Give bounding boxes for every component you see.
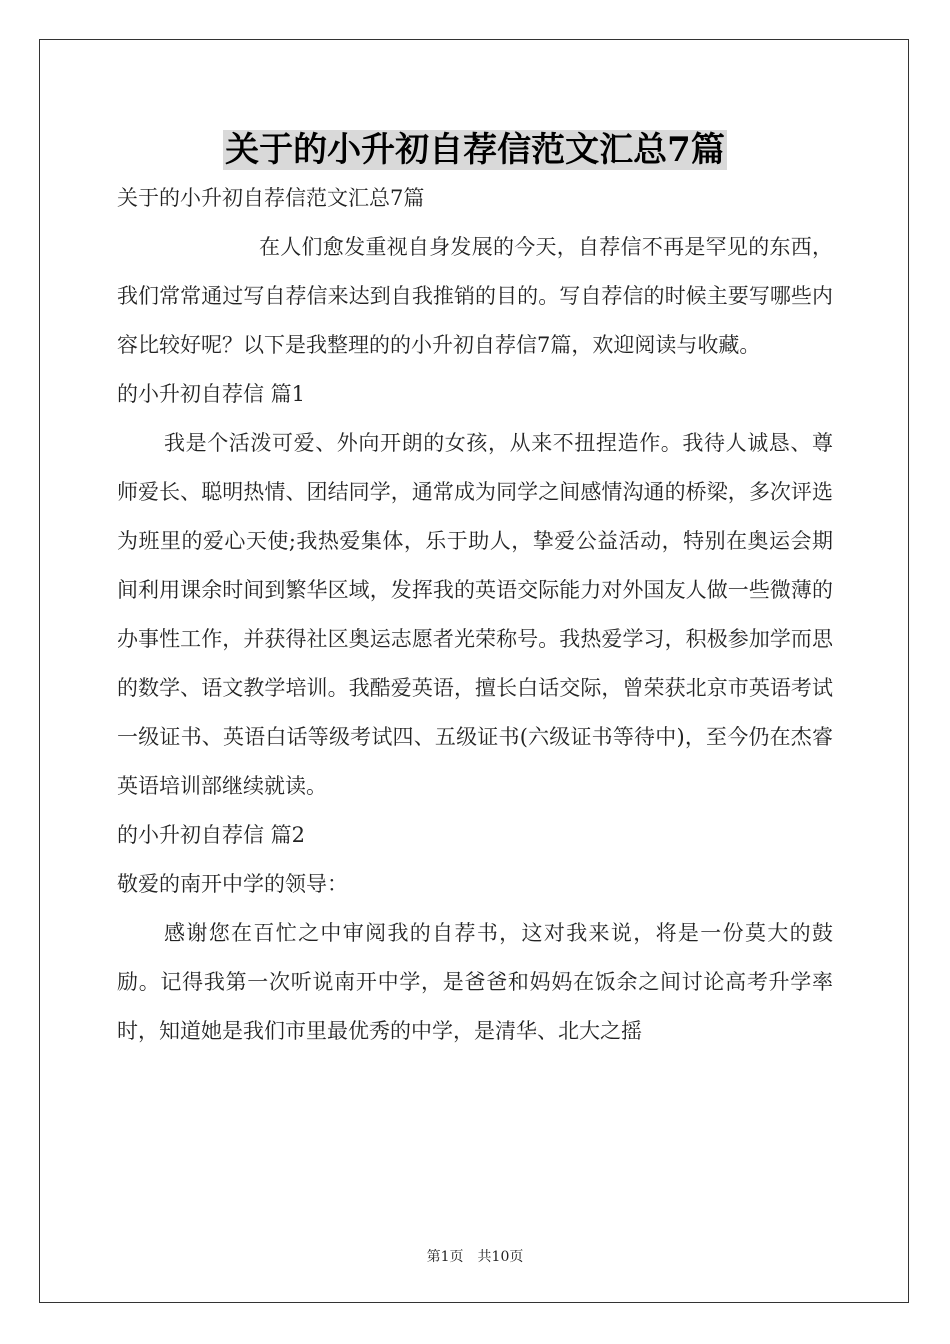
intro-paragraph: 在人们愈发重视自身发展的今天，自荐信不再是罕见的东西，我们常常通过写自荐信来达到自我推销的目的。写自荐信的时候主要写哪些内容比较好呢？以下是我整理的的小升初自荐信7篇，欢迎阅读与收藏。: [117, 235, 833, 357]
page-footer: 第1页 共10页: [426, 1249, 524, 1265]
document-subtitle: 关于的小升初自荐信范文汇总7篇: [117, 186, 425, 210]
section2-paragraph: 感谢您在百忙之中审阅我的自荐书，这对我来说，将是一份莫大的鼓励。记得我第一次听说南开中学，是爸爸和妈妈在饭余之间讨论高考升学率时，知道她是我们市里最优秀的中学，是清华、北大之摇: [117, 921, 833, 1043]
document-title-text: 关于的小升初自荐信范文汇总7篇: [225, 130, 725, 170]
section2-heading: 的小升初自荐信 篇2: [117, 823, 306, 847]
section1-heading: 的小升初自荐信 篇1: [117, 382, 306, 406]
section2-salutation: 敬爱的南开中学的领导：: [117, 872, 348, 896]
document-body: [117, 174, 833, 1056]
document-title: [0, 124, 950, 176]
section1-paragraph: 我是个活泼可爱、外向开朗的女孩，从来不扭捏造作。我待人诚恳、尊师爱长、聪明热情、团结同学，通常成为同学之间感情沟通的桥梁，多次评选为班里的爱心天使;我热爱集体，乐于助人，挚爱公益活动，特别在奥运会期间利用课余时间到繁华区域，发挥我的英语交际能力对外国友人做一些微薄的办事性工作，并获得社区奥运志愿者光荣称号。我热爱学习，积极参加学而思的数学、语文教学培训。我酷爱英语，擅长白话交际，曾荣获北京市英语考试一级证书、英语白话等级考试四、五级证书(六级证书等待中)，至今仍在杰睿英语培训部继续就读。: [117, 431, 833, 798]
